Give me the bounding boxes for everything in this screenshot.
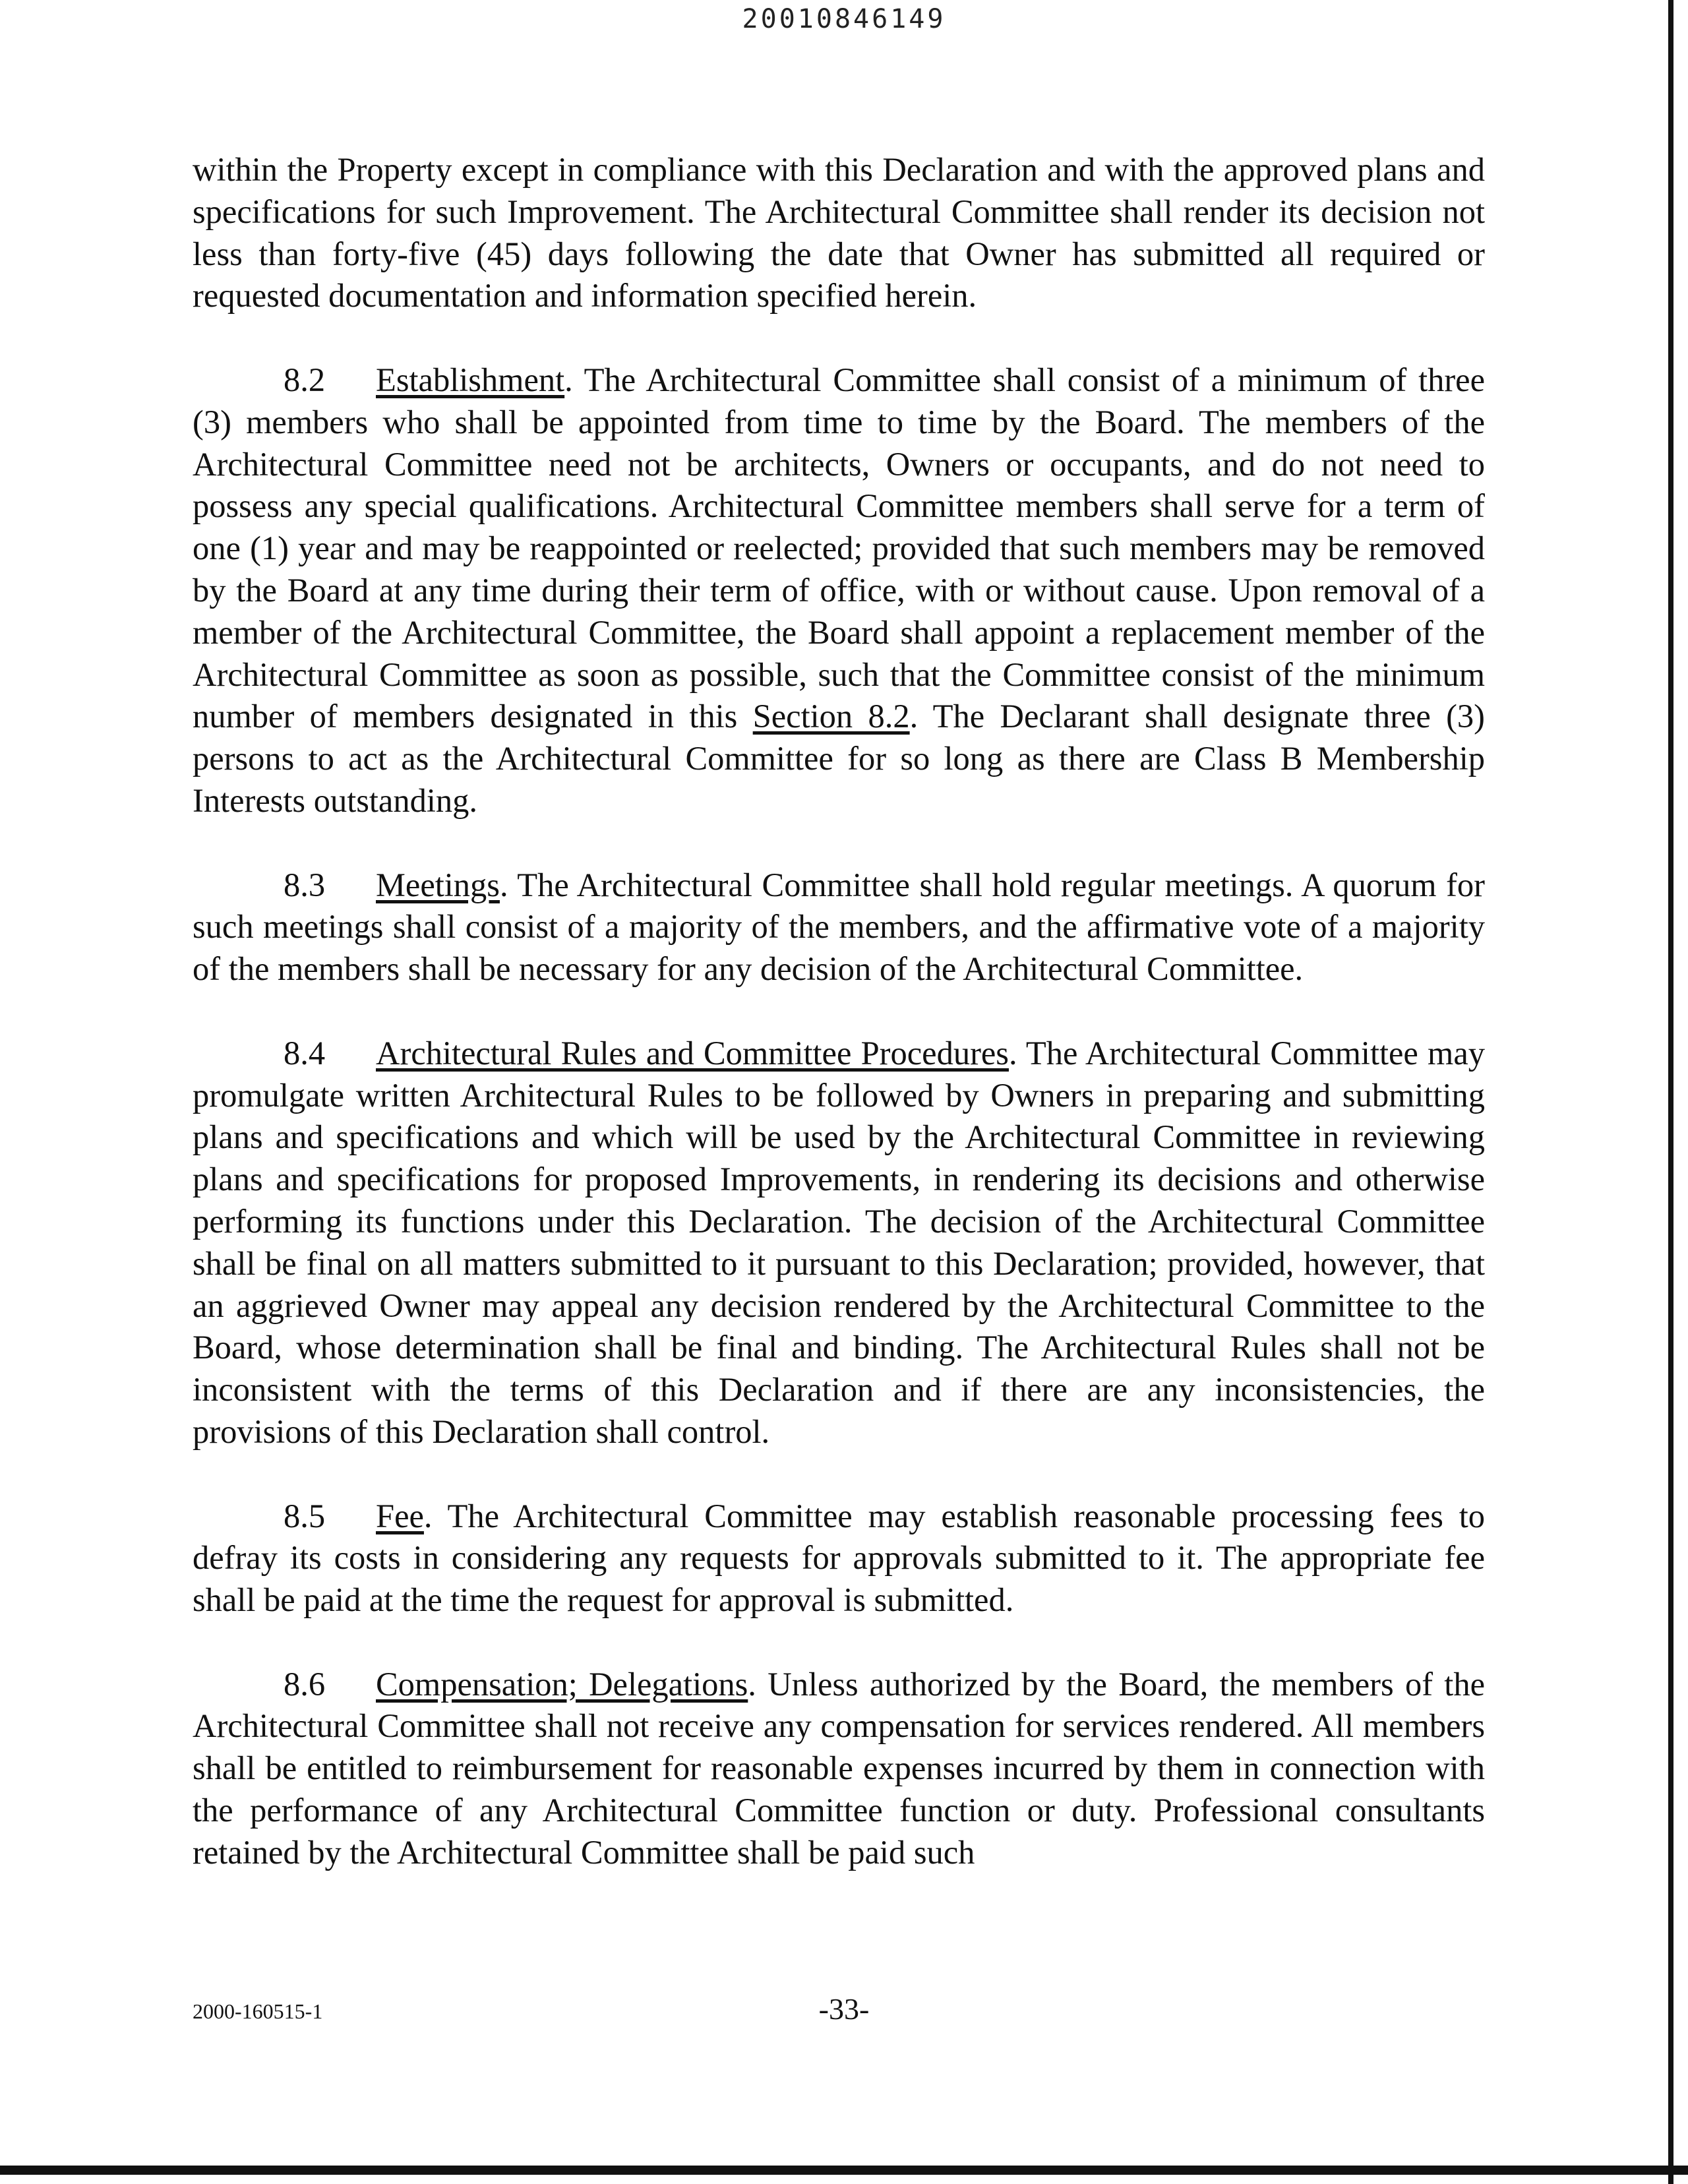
document-id-stamp: 20010846149	[742, 4, 946, 34]
scan-border-bottom	[0, 2166, 1688, 2175]
footer-document-code: 2000-160515-1	[193, 1999, 323, 2023]
section-text: . The Architectural Committee may establish reasonable processing fees to defray its costs in considering any requests for approvals submitted to it. The appropriate fee shall be paid at the time the request for approval is submitted.	[193, 1497, 1485, 1619]
continuation-paragraph: within the Property except in compliance with this Declaration and with the approved plans and specifications for such Improvement. The Architectural Committee shall render its decision not less than forty-five (45) days following the date that Owner has submitted all required or requested documentation and information specified herein.	[193, 151, 1485, 315]
section-heading: Establishment	[376, 361, 565, 398]
section-text: . The Architectural Committee shall hold regular meetings. A quorum for such meetings shall consist of a majority of the members, and the affirmative vote of a majority of the members shall be necessary for any decision of the Architectural Committee.	[193, 866, 1485, 988]
page-number: -33-	[818, 1992, 870, 2026]
section-8-4	[193, 1033, 1485, 1453]
section-number: 8.4	[284, 1034, 326, 1072]
section-8-2	[193, 359, 1485, 822]
scan-border-right	[1668, 0, 1673, 2184]
section-number: 8.5	[284, 1497, 326, 1534]
section-text-after: . The Declarant shall designate three (3) persons to act as the Architectural Committee for so long as there are Class B Membership Interests outstanding.	[193, 698, 1486, 819]
section-number: 8.3	[284, 866, 326, 903]
document-body	[193, 149, 1485, 1916]
section-text: . The Architectural Committee may promulgate written Architectural Rules to be followed by Owners in preparing and submitting plans and specifications and which will be used by the Architectural Committee in reviewing plans and specifications for proposed Improvements, in rendering its decisions and otherwise performing its functions under this Declaration. The decision of the Architectural Committee shall be final on all matters submitted to it pursuant to this Declaration; provided, however, that an aggrieved Owner may appeal any decision rendered by the Architectural Committee to the Board, whose determination shall be final and binding. The Architectural Rules shall not be inconsistent with the terms of this Declaration and if there are any inconsistencies, the provisions of this Declaration shall control.	[193, 1034, 1485, 1450]
section-text: . The Architectural Committee shall consist of a minimum of three (3) members who shall be appointed from time to time by the Board. The members of the Architectural Committee need not be architects, Owners or occupants, and do not need to possess any special qualifications. Architectural Committee members shall serve for a term of one (1) year and may be reappointed or reelected; provided that such members may be removed by the Board at any time during their term of office, with or without cause. Upon removal of a member of the Architectural Committee, the Board shall appoint a replacement member of the Architectural Committee as soon as possible, such that the Committee consist of the minimum number of members designated in this	[193, 361, 1485, 735]
section-8-5	[193, 1496, 1485, 1622]
section-8-3	[193, 864, 1485, 990]
section-heading: Architectural Rules and Committee Procedures	[376, 1034, 1009, 1072]
section-number: 8.6	[284, 1665, 326, 1703]
section-heading: Compensation; Delegations	[376, 1665, 748, 1703]
section-heading: Meetings	[376, 866, 500, 903]
section-reference: Section 8.2	[752, 698, 910, 735]
section-text: . Unless authorized by the Board, the members of the Architectural Committee shall not receive any compensation for services rendered. All members shall be entitled to reimbursement for reasonable expenses incurred by them in connection with the performance of any Architectural Committee function or duty. Professional consultants retained by the Architectural Committee shall be paid such	[193, 1665, 1485, 1871]
section-heading: Fee	[376, 1497, 424, 1534]
section-number: 8.2	[284, 361, 326, 398]
section-8-6	[193, 1664, 1485, 1874]
